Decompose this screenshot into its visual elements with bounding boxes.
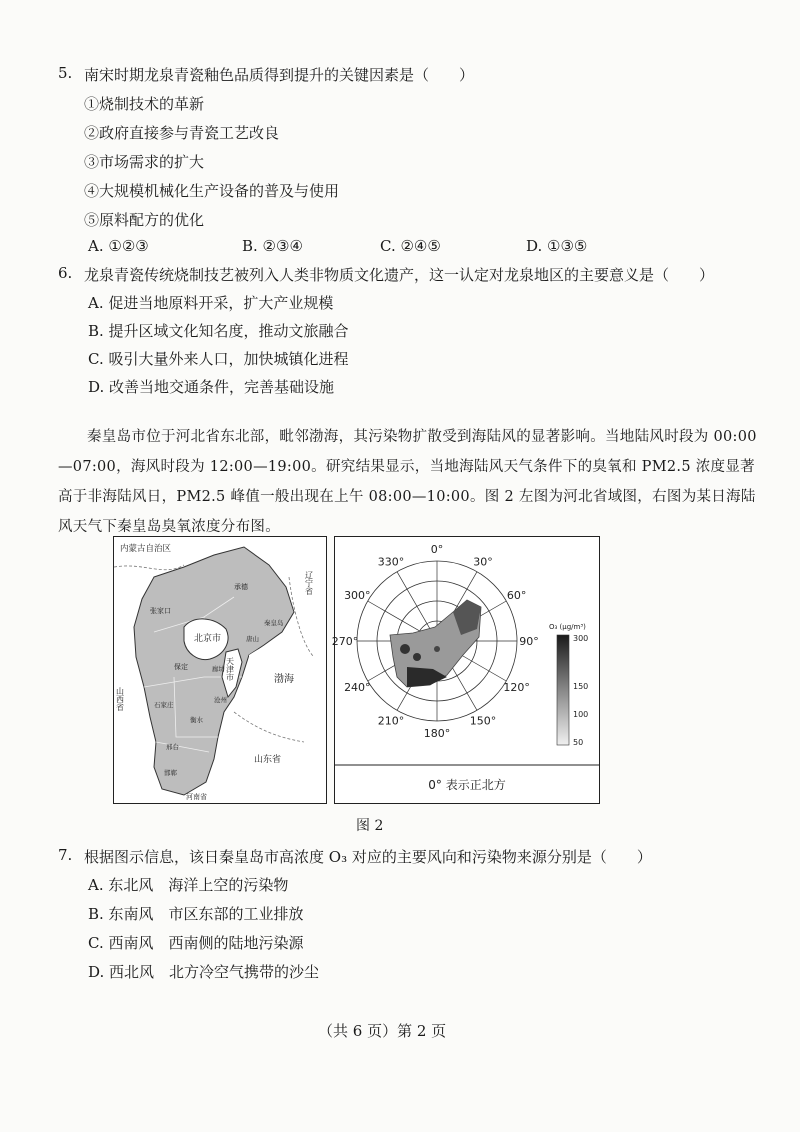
polar-angle-label: 330° (377, 555, 405, 569)
q6-choice-d[interactable]: D. 改善当地交通条件，完善基础设施 (88, 378, 335, 396)
label-shanxi: 山西省 (115, 687, 125, 711)
label-liaoning: 辽宁省 (304, 571, 314, 595)
border-line (234, 712, 304, 742)
q7-choice-d[interactable]: D. 西北风 北方冷空气携带的沙尘 (88, 963, 320, 981)
label-shijiazhuang: 石家庄 (154, 701, 174, 709)
q7-choice-b[interactable]: B. 东南风 市区东部的工业排放 (88, 905, 304, 923)
q5-item-5: ⑤原料配方的优化 (84, 211, 205, 229)
q6-stem: 龙泉青瓷传统烧制技艺被列入人类非物质文化遗产，这一认定对龙泉地区的主要意义是（ ） (84, 266, 715, 284)
passage (58, 422, 758, 542)
q7-number: 7. (58, 846, 73, 864)
q7-stem: 根据图示信息，该日秦皇岛市高浓度 O₃ 对应的主要风向和污染物来源分别是（ ） (84, 848, 652, 866)
q5-number: 5. (58, 64, 73, 82)
polar-caption: 0° 表示正北方 (428, 778, 506, 792)
hebei-map (114, 537, 326, 803)
legend-title: O₃ (μg/m³) (549, 623, 586, 631)
q5-stem: 南宋时期龙泉青瓷釉色品质得到提升的关键因素是（ ） (84, 66, 475, 84)
q5-choice-c[interactable]: C. ②④⑤ (380, 237, 441, 255)
q6-choice-b[interactable]: B. 提升区域文化知名度，推动文旅融合 (88, 322, 349, 340)
polar-angle-label: 150° (469, 714, 497, 728)
legend-tick-150: 150 (573, 682, 589, 691)
label-handan: 邯郸 (164, 769, 177, 777)
q5-item-4: ④大规模机械化生产设备的普及与使用 (84, 182, 340, 200)
label-tianjin: 天津市 (225, 657, 235, 681)
ozone-spot (400, 644, 410, 654)
label-henan: 河南省 (186, 793, 207, 801)
label-cangzhou: 沧州 (214, 696, 227, 704)
label-hengshui: 衡水 (190, 716, 203, 724)
q7-choice-a[interactable]: A. 东北风 海洋上空的污染物 (88, 876, 289, 894)
ozone-polar-figure (331, 536, 600, 804)
q5-item-1: ①烧制技术的革新 (84, 95, 205, 113)
q5-choice-a[interactable]: A. ①②③ (88, 237, 149, 255)
q6-choice-c[interactable]: C. 吸引大量外来人口，加快城镇化进程 (88, 350, 349, 368)
q5-item-3: ③市场需求的扩大 (84, 153, 205, 171)
polar-angle-label: 30° (473, 555, 493, 569)
polar-angle-label: 240° (344, 681, 371, 694)
polar-angle-label: 0° (430, 543, 444, 556)
label-beijing: 北京市 (194, 634, 222, 644)
label-langfang: 廊坊 (212, 665, 225, 673)
label-qinhuangdao: 秦皇岛 (264, 619, 284, 627)
passage-text: 秦皇岛市位于河北省东北部，毗邻渤海，其污染物扩散受到海陆风的显著影响。当地陆风时段为 00:00—07:00，海风时段为 12:00—19:00。研究结果显示，当地海陆风天气条件下的臭氧和 PM2.5 浓度显著高于非海陆风日，PM2.5 峰值一般出现在上午 08:00—10:00。图 2 左图为河北省域图，右图为某日海陆风天气下秦皇岛臭氧浓度分布图。 (58, 429, 757, 535)
polar-angle-label: 90° (519, 635, 539, 648)
q6-number: 6. (58, 264, 73, 282)
q5-choice-b[interactable]: B. ②③④ (242, 237, 303, 255)
ozone-spot (413, 653, 421, 661)
label-chengde: 承德 (234, 583, 248, 591)
polar-angle-label: 270° (331, 635, 359, 648)
polar-angle-label: 300° (344, 589, 371, 602)
hebei-map-figure (113, 536, 327, 804)
polar-angle-label: 210° (377, 714, 405, 728)
q6-choice-a[interactable]: A. 促进当地原料开采，扩大产业规模 (88, 294, 334, 312)
label-tangshan: 唐山 (246, 635, 259, 643)
label-xingtai: 邢台 (166, 743, 179, 751)
legend-tick-300: 300 (573, 634, 589, 643)
legend-tick-50: 50 (573, 738, 584, 747)
label-bohai: 渤海 (274, 674, 294, 685)
q5-choice-d[interactable]: D. ①③⑤ (526, 237, 588, 255)
label-baoding: 保定 (174, 663, 188, 671)
q5-item-2: ②政府直接参与青瓷工艺改良 (84, 124, 280, 142)
polar-angle-label: 120° (503, 681, 530, 694)
figure-caption: 图 2 (356, 818, 384, 834)
polar-angle-label: 180° (423, 727, 451, 740)
label-zhangjiakou: 张家口 (150, 607, 171, 615)
ozone-spot (434, 646, 440, 652)
legend-colorbar (557, 635, 569, 745)
border-line (114, 565, 184, 570)
polar-angle-label: 60° (506, 589, 527, 602)
page-footer: （共 6 页）第 2 页 (318, 1022, 447, 1040)
label-shandong: 山东省 (254, 755, 282, 765)
legend-tick-100: 100 (573, 710, 589, 719)
ozone-polar-plot (331, 537, 599, 803)
label-inner-mongolia: 内蒙古自治区 (120, 544, 172, 554)
q7-choice-c[interactable]: C. 西南风 西南侧的陆地污染源 (88, 934, 304, 952)
